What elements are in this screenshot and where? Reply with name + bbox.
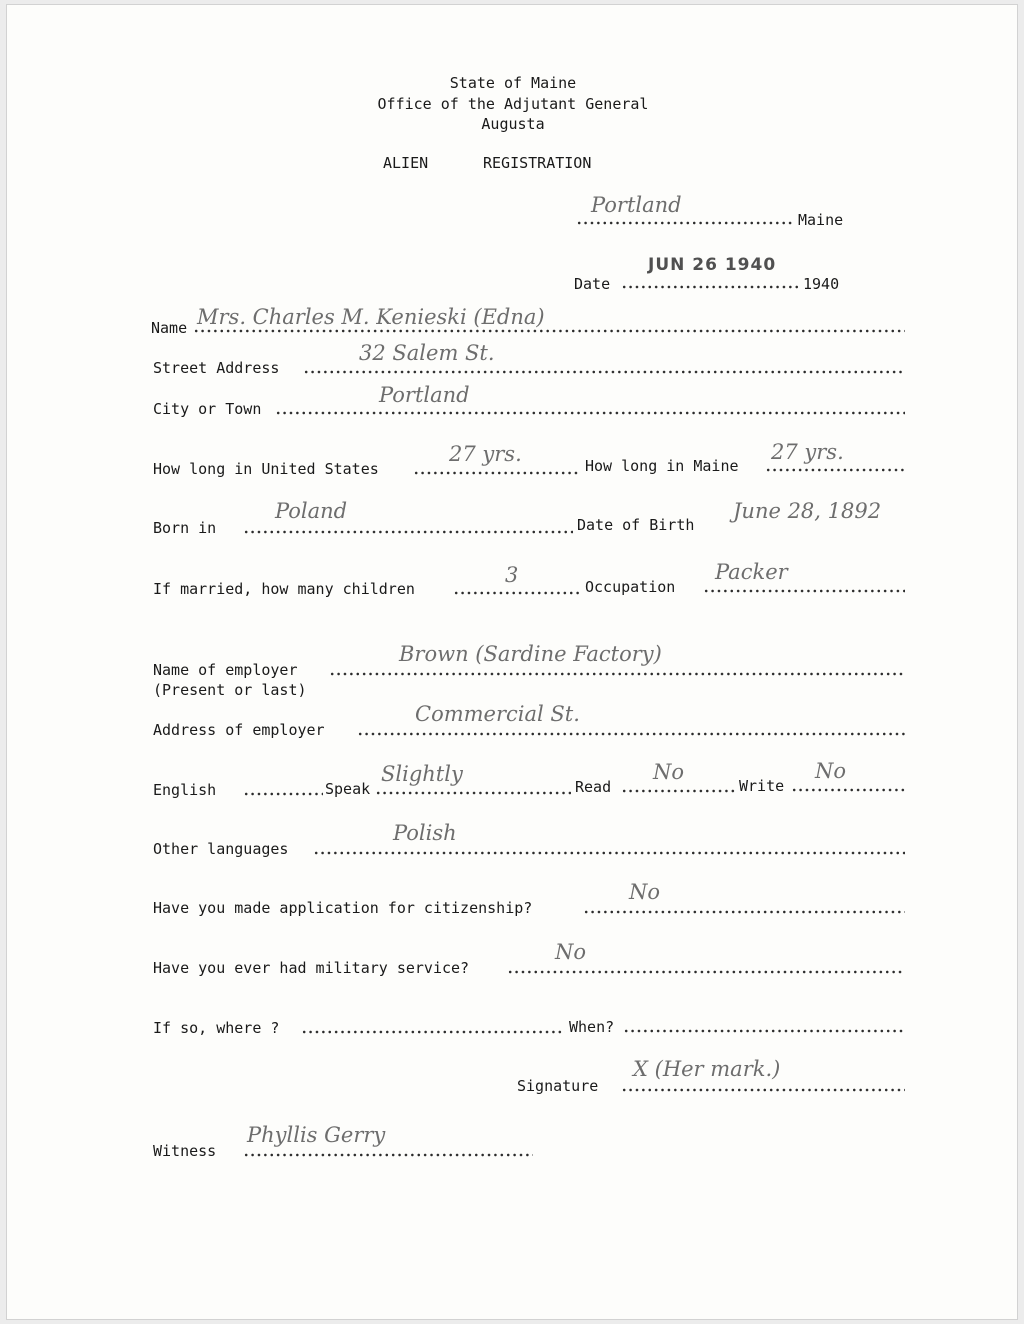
employer-dots <box>329 672 905 676</box>
occupation-label: Occupation <box>585 578 676 596</box>
occupation-dots <box>703 589 905 593</box>
born-dots <box>243 530 573 534</box>
employer-address-dots <box>357 732 905 736</box>
languages-label: Other languages <box>153 840 289 858</box>
registration-form <box>6 4 1018 1320</box>
date-label: Date <box>574 275 611 293</box>
signature-label: Signature <box>517 1077 599 1095</box>
city-label: City or Town <box>153 400 262 418</box>
witness-label: Witness <box>153 1142 217 1160</box>
name-dots <box>193 329 905 333</box>
dob-label: Date of Birth <box>577 516 695 534</box>
children-label: If married, how many children <box>153 580 415 598</box>
children-dots <box>453 591 581 595</box>
maine-duration-dots <box>765 468 905 472</box>
speak-dots <box>375 791 571 795</box>
maine-duration-label: How long in Maine <box>585 457 739 475</box>
employer-label: Name of employer <box>153 661 298 679</box>
military-dots <box>507 970 905 974</box>
us-duration-dots <box>413 471 581 475</box>
witness-value: Phyllis Gerry <box>247 1123 386 1147</box>
when-dots <box>623 1029 905 1033</box>
us-duration-value: 27 yrs. <box>449 442 522 466</box>
maine-duration-value: 27 yrs. <box>771 440 844 464</box>
children-value: 3 <box>505 563 519 587</box>
date-dots <box>621 285 801 289</box>
read-dots <box>621 789 737 793</box>
when-label: When? <box>569 1018 615 1036</box>
us-duration-label: How long in United States <box>153 460 379 478</box>
languages-value: Polish <box>393 821 457 845</box>
header-office: Office of the Adjutant General <box>377 95 649 113</box>
place-dots <box>576 221 795 225</box>
military-label: Have you ever had military service? <box>153 959 470 977</box>
name-label: Name <box>151 319 188 337</box>
read-label: Read <box>575 778 612 796</box>
street-label: Street Address <box>153 359 280 377</box>
english-label: English <box>153 781 217 799</box>
form-title-alien: ALIEN <box>383 154 429 172</box>
signature-dots <box>621 1088 905 1092</box>
date-year: 1940 <box>803 275 840 293</box>
speak-label: Speak <box>325 780 371 798</box>
city-value: Portland <box>379 383 470 407</box>
born-label: Born in <box>153 519 217 537</box>
write-dots <box>791 788 905 792</box>
dob-value: June 28, 1892 <box>733 499 882 523</box>
name-value: Mrs. Charles M. Kenieski (Edna) <box>197 305 545 329</box>
citizenship-value: No <box>629 880 661 904</box>
header-city: Augusta <box>481 115 545 133</box>
place-value: Portland <box>591 193 682 217</box>
street-value: 32 Salem St. <box>359 341 495 365</box>
read-value: No <box>653 760 685 784</box>
where-dots <box>301 1030 565 1034</box>
where-label: If so, where ? <box>153 1019 280 1037</box>
speak-value: Slightly <box>381 762 463 786</box>
write-label: Write <box>739 777 785 795</box>
employer-address-value: Commercial St. <box>415 702 580 726</box>
form-title-registration: REGISTRATION <box>483 154 592 172</box>
header-state: State of Maine <box>449 74 577 92</box>
street-dots <box>303 370 905 374</box>
languages-dots <box>313 851 905 855</box>
occupation-value: Packer <box>715 560 788 584</box>
citizenship-dots <box>583 910 905 914</box>
place-suffix: Maine <box>798 211 844 229</box>
witness-dots <box>243 1153 533 1157</box>
born-value: Poland <box>275 499 348 523</box>
write-value: No <box>815 759 847 783</box>
citizenship-label: Have you made application for citizenship? <box>153 899 533 917</box>
date-stamp: JUN 26 1940 <box>648 255 777 275</box>
english-dots <box>243 792 323 796</box>
employer-value: Brown (Sardine Factory) <box>399 642 662 666</box>
signature-value: X (Her mark.) <box>633 1057 781 1081</box>
employer-sublabel: (Present or last) <box>153 681 307 699</box>
employer-address-label: Address of employer <box>153 721 325 739</box>
military-value: No <box>555 940 587 964</box>
city-dots <box>275 411 905 415</box>
